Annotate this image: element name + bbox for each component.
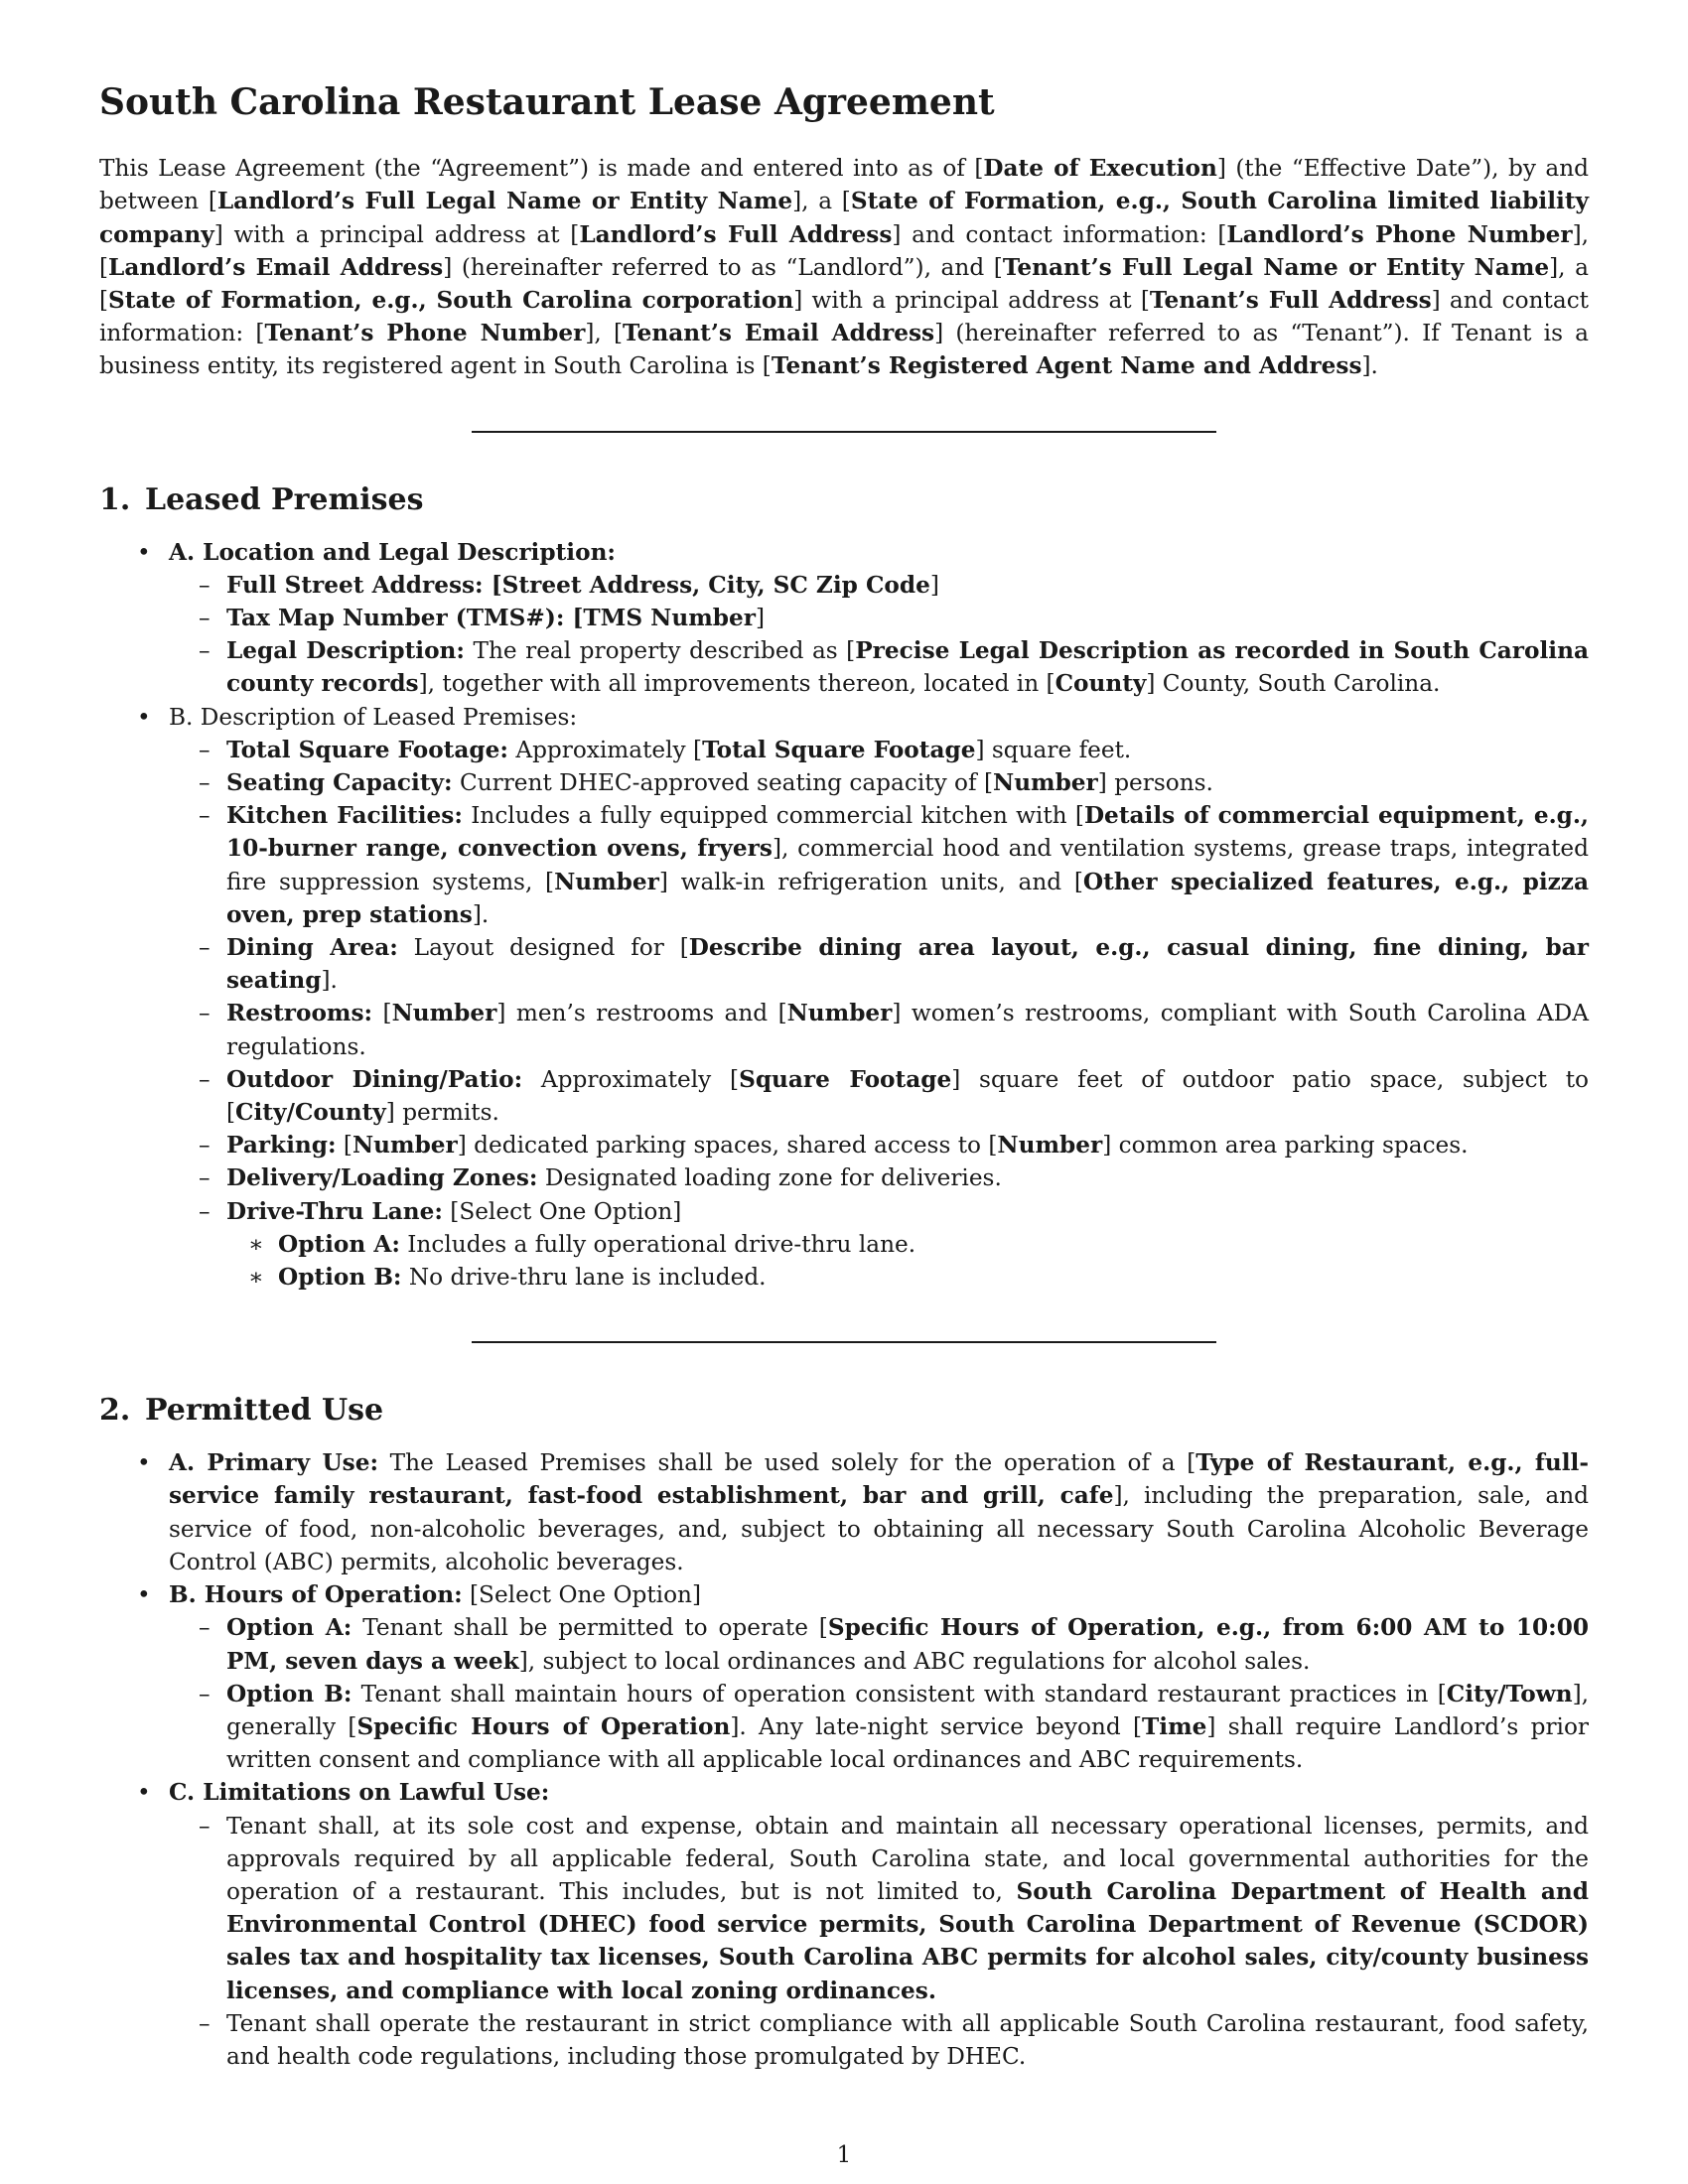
bold-text: Landlord’s Full Address: [579, 220, 893, 248]
bold-text: Option A:: [278, 1230, 400, 1258]
sub-list-item: [169, 2007, 1589, 2073]
sub-list-item: [169, 734, 1589, 766]
text-run: ] square feet of outdoor patio space, subject to [: [226, 1065, 1589, 1127]
text-run: ], commercial hood and ventilation systems, grease traps, integrated fire suppression systems, [: [226, 835, 1589, 895]
section-divider: [472, 431, 1216, 433]
bold-text: Full Street Address: [: [226, 571, 502, 599]
bold-text: Number: [997, 1132, 1103, 1160]
option-list: [226, 1228, 1589, 1294]
sub-list: [169, 1611, 1589, 1776]
sub-list-item: [169, 1678, 1589, 1777]
text-run: [Select One Option]: [462, 1581, 702, 1609]
bold-text: Other specialized features, e.g., pizza oven, prep stations: [226, 868, 1590, 928]
bold-text: Outdoor Dining/Patio:: [226, 1065, 523, 1093]
section-heading: [99, 482, 1589, 518]
list-item: [99, 1578, 1589, 1776]
text-run: This Lease Agreement (the “Agreement”) is made and entered into as of [: [99, 155, 984, 183]
bold-text: TMS Number: [583, 605, 756, 632]
bold-text: Total Square Footage: [702, 736, 976, 763]
list-item: [99, 1776, 1589, 2073]
text-run: Approximately [: [507, 736, 703, 763]
bold-text: Landlord’s Phone Number: [1226, 220, 1573, 248]
text-run: ] persons.: [1097, 769, 1213, 797]
bold-text: Tenant’s Registered Agent Name and Address: [771, 352, 1362, 380]
text-run: ] common area parking spaces.: [1102, 1132, 1469, 1160]
bold-text: Tenant’s Full Address: [1149, 287, 1432, 314]
text-run: The real property described as [: [464, 637, 856, 665]
text-run: [Select One Option]: [442, 1197, 682, 1225]
sub-list-item: [169, 602, 1589, 634]
section-divider: [472, 1341, 1216, 1343]
sub-list-item: [169, 1611, 1589, 1677]
bold-text: Number: [391, 1000, 497, 1027]
text-run: ] women’s restrooms, compliant with South Carolina ADA regulations.: [226, 1000, 1589, 1060]
sub-list-item: [169, 799, 1589, 931]
text-run: ], subject to local ordinances and ABC regulations for alcohol sales.: [518, 1647, 1311, 1675]
list-item: [99, 1446, 1589, 1578]
bold-text: County: [1055, 670, 1147, 698]
bold-text: Specific Hours of Operation, e.g., from 6:00 AM to 10:00 PM, seven days a week: [226, 1614, 1589, 1675]
text-run: ], a [: [792, 188, 851, 215]
bold-text: A. Location and Legal Description:: [169, 538, 616, 566]
text-run: ] with a principal address at [: [213, 220, 580, 248]
bold-text: State of Formation, e.g., South Carolina corporation: [108, 287, 794, 314]
sub-list: [169, 1810, 1589, 2074]
bold-text: South Carolina Department of Health and Environmental Control (DHEC) food service permits, South Carolina Department of Revenue (SCDOR) sales tax and hospitality tax licenses, South Carolina ABC permits for alcohol sales, city/county business licenses, and compliance with local zoning ordinances.: [226, 1877, 1589, 2004]
bold-text: City/County: [235, 1099, 386, 1127]
bold-text: Restrooms:: [226, 1000, 373, 1027]
bold-text: Number: [993, 769, 1098, 797]
text-run: ] shall require Landlord’s prior written consent and compliance with all applicable local ordinances and ABC requirements.: [226, 1712, 1589, 1774]
bold-text: Square Footage: [739, 1065, 952, 1093]
section-title: Leased Premises: [145, 481, 424, 517]
bold-text: Type of Restaurant, e.g., full-service family restaurant, fast-food establishment, bar and grill, cafe: [169, 1449, 1589, 1510]
sub-list-item: [169, 1063, 1589, 1129]
text-run: [: [372, 1000, 392, 1027]
document-page: [99, 81, 1589, 2073]
bold-text: Seating Capacity:: [226, 769, 453, 797]
text-run: ] (hereinafter referred to as “Tenant”). If Tenant is a business entity, its registered agent in South Carolina is [: [99, 320, 1589, 380]
text-run: ] (hereinafter referred to as “Landlord”), and [: [443, 253, 1003, 281]
text-run: ].: [321, 967, 338, 995]
bold-text: Street Address, City, SC Zip Code: [501, 571, 930, 599]
text-run: B. Description of Leased Premises:: [169, 703, 578, 731]
document-title: South Carolina Restaurant Lease Agreement: [99, 81, 995, 123]
text-run: Layout designed for [: [397, 934, 689, 962]
bold-text: Tenant’s Full Legal Name or Entity Name: [1002, 253, 1550, 281]
section-list: [99, 1446, 1589, 2073]
text-run: ] men’s restrooms and [: [496, 1000, 787, 1027]
text-run: ], together with all improvements thereon, located in [: [418, 670, 1055, 698]
text-run: No drive-thru lane is included.: [401, 1264, 767, 1292]
text-run: ], generally [: [226, 1680, 1589, 1740]
bold-text: Legal Description:: [226, 637, 465, 665]
text-run: ] County, South Carolina.: [1146, 670, 1441, 698]
text-run: ], a [: [99, 253, 1589, 314]
bold-text: Option B:: [226, 1680, 352, 1707]
text-run: ] (the “Effective Date”), by and between [: [99, 155, 1590, 215]
bold-text: Number: [786, 1000, 893, 1027]
sub-list-item: [169, 1129, 1589, 1161]
text-run: ] walk-in refrigeration units, and [: [658, 868, 1083, 895]
sub-list-item: [169, 931, 1589, 997]
bold-text: Describe dining area layout, e.g., casual dining, fine dining, bar seating: [226, 934, 1589, 995]
bold-text: Option B:: [278, 1264, 402, 1292]
section-list: [99, 536, 1589, 1295]
sub-list-item: [169, 766, 1589, 799]
bold-text: State of Formation, e.g., South Carolina limited liability company: [99, 188, 1590, 248]
text-run: Tenant shall maintain hours of operation consistent with standard restaurant practices in [: [352, 1680, 1447, 1707]
bold-text: Time: [1142, 1712, 1207, 1740]
text-run: ] square feet.: [975, 736, 1132, 763]
option-item: [226, 1261, 1589, 1294]
sub-list-item: [169, 1810, 1589, 2007]
text-run: Tenant shall, at its sole cost and expense, obtain and maintain all necessary operational licenses, permits, and approvals required by all applicable federal, South Carolina state, and local governmental authorities for the operation of a restaurant. This includes, but is not limited to,: [226, 1812, 1589, 1905]
page-number: 1: [836, 2142, 852, 2168]
bold-text: Landlord’s Email Address: [108, 253, 444, 281]
bold-text: Specific Hours of Operation: [356, 1712, 731, 1740]
text-run: Includes a fully equipped commercial kitchen with [: [462, 802, 1084, 830]
text-run: ] dedicated parking spaces, shared access to [: [457, 1132, 998, 1160]
bold-text: Tenant’s Phone Number: [264, 320, 586, 347]
text-run: Designated loading zone for deliveries.: [537, 1164, 1002, 1192]
bold-text: Option A:: [226, 1614, 352, 1642]
bold-text: Tenant’s Email Address: [623, 320, 935, 347]
text-run: Tenant shall operate the restaurant in strict compliance with all applicable South Carolina restaurant, food safety, and health code regulations, including those promulgated by DHEC.: [226, 2009, 1589, 2070]
text-run: ], including the preparation, sale, and service of food, non-alcoholic beverages, and, subject to obtaining all necessary South Carolina Alcoholic Beverage Control (ABC) permits, alcoholic beverages.: [169, 1482, 1589, 1575]
bold-text: B. Hours of Operation:: [169, 1581, 463, 1609]
bold-text: C. Limitations on Lawful Use:: [169, 1779, 550, 1807]
section-title: Permitted Use: [145, 1393, 384, 1429]
option-item: [226, 1228, 1589, 1261]
text-run: Approximately [: [522, 1065, 740, 1093]
sub-list-item: [169, 569, 1589, 602]
list-item: [99, 536, 1589, 701]
text-run: ] with a principal address at [: [793, 287, 1150, 314]
bold-text: Number: [554, 868, 659, 895]
text-run: ]. Any late-night service beyond [: [730, 1712, 1143, 1740]
bold-text: Total Square Footage:: [226, 736, 508, 763]
bold-text: Details of commercial equipment, e.g., 10-burner range, convection ovens, fryers: [226, 802, 1590, 863]
bold-text: Number: [352, 1132, 458, 1160]
text-run: [: [336, 1132, 352, 1160]
sub-list-item: [169, 1195, 1589, 1295]
list-item: [99, 701, 1589, 1295]
bold-text: Drive-Thru Lane:: [226, 1197, 443, 1225]
bold-text: Parking:: [226, 1132, 337, 1160]
text-run: Tenant shall be permitted to operate [: [352, 1614, 828, 1642]
sub-list-item: [169, 997, 1589, 1062]
text-run: ] permits.: [385, 1099, 499, 1127]
text-run: ] and contact information: [: [892, 220, 1227, 248]
bold-text: A. Primary Use:: [169, 1449, 379, 1477]
bold-text: Kitchen Facilities:: [226, 802, 463, 830]
section-number: 2.: [99, 1393, 131, 1429]
text-run: The Leased Premises shall be used solely for the operation of a [: [378, 1449, 1196, 1477]
text-run: ].: [472, 900, 490, 928]
section-number: 1.: [99, 481, 131, 517]
intro-paragraph: [99, 152, 1589, 382]
text-run: ]: [755, 605, 765, 632]
bold-text: Landlord’s Full Legal Name or Entity Name: [216, 188, 793, 215]
sub-list-item: [169, 634, 1589, 700]
sub-list: [169, 734, 1589, 1294]
text-run: ]: [929, 571, 939, 599]
bold-text: Delivery/Loading Zones:: [226, 1164, 538, 1192]
bold-text: Date of Execution: [983, 155, 1217, 183]
text-run: ], [: [585, 320, 624, 347]
text-run: ], [: [99, 220, 1589, 281]
section-heading: [99, 1393, 1589, 1429]
text-run: Current DHEC-approved seating capacity of [: [452, 769, 993, 797]
text-run: ] and contact information: [: [99, 287, 1589, 347]
bold-text: Tax Map Number (TMS#): [: [226, 605, 584, 632]
bold-text: Dining Area:: [226, 934, 398, 962]
sub-list-item: [169, 1161, 1589, 1194]
bold-text: Precise Legal Description as recorded in South Carolina county records: [226, 637, 1589, 698]
text-run: Includes a fully operational drive-thru lane.: [399, 1230, 916, 1258]
sub-list: [169, 569, 1589, 701]
text-run: ].: [1361, 352, 1378, 380]
bold-text: City/Town: [1446, 1680, 1573, 1707]
